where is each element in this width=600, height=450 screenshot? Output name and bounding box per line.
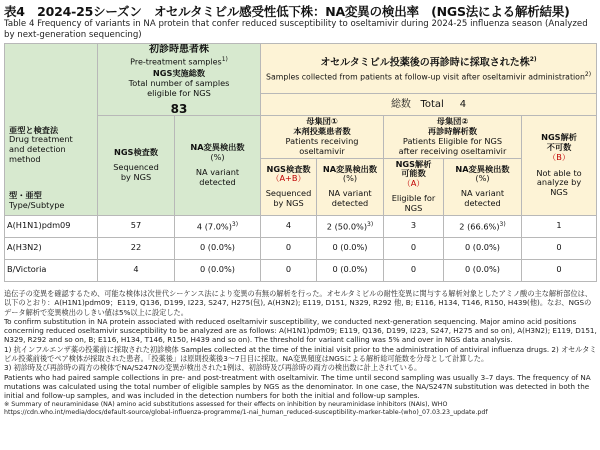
cell: 2 $(66.6\%)^{3)}$: [444, 215, 522, 237]
g1-ngs-col-header: NGS検査数 （A+B） Sequenced by NGS: [261, 158, 317, 215]
cell: 0: [261, 259, 317, 281]
note-en-1: To confirm substitution in NA protein associated with reduced oseltamivir susceptibility, we conducted next-generation sequencing. Major amino acid positions concerning reduced oseltamivir susceptibility to be analyzed are as follows: A(H1N1)pdm09; E119, Q136, D199, I223, S247, H275 and so on), A(H3N2); E119, D151, N329, R292 and so on, B; E116, H134, T146, R150, H439 and so on). The threshold for variant calling was 5% and over in NGS data analysis.: [4, 316, 597, 345]
not-analyzable-header: NGS解析 不可数 （B） Not able to analyze by NGS: [522, 116, 597, 215]
cell: 0: [384, 259, 444, 281]
cell: 3: [384, 215, 444, 237]
pretreatment-total: 83: [170, 101, 188, 116]
cell: 0 (0.0%): [444, 259, 522, 281]
note-2: 1) 抗インフルエンザ薬の投薬前に採取された初診検体 Samples collected at the time of the initial visit prior to the administration of antiviral influenza drugs. 2) オセルタミビル投薬前後でペア検体が採取された患者。「投薬後」は原則投薬後3〜7日目に採取。NA変異頻度はNGSによる解析総可能数を分母として計算した。: [4, 344, 597, 364]
type-label-en: Type/Subtype: [9, 199, 65, 210]
pre-variant-col-header: NA変異検出数 (%) NA variant detected: [175, 116, 261, 215]
method-label-en3: method: [9, 154, 41, 165]
note-url: https://cdn.who.int/media/docs/default-source/global-influenza-programme/1-nai_human_reduced-susceptibility-marker-table-(who)_07.03.23_update.pdf: [4, 408, 488, 416]
results-table: [4, 43, 597, 282]
g2-variant-col-header: NA変異検出数 (%) NA variant detected: [444, 158, 522, 215]
method-header-cell: [5, 44, 98, 216]
cell: 0 (0.0%): [444, 237, 522, 259]
followup-total: 総数 Total 4: [261, 93, 597, 116]
cell: 0 (0.0%): [175, 259, 261, 281]
note-en-3: Patients who had paired sample collections in pre- and post-treatment with oseltamivir. The time until second sampling was usually 3–7 days. The frequency of NA mutations was calculated using the total number of eligible samples by NGS as the denominator. In one case, the NA/S247N substitution was detected in both the initial and follow-up samples, and was included in the detection numbers for both the initial and follow-up samples.: [4, 372, 591, 401]
cell: 2 $(50.0\%)^{3)}$: [317, 215, 384, 237]
g2-eligible-col-header: NGS解析 可能数 （A） Eligible for NGS: [384, 158, 444, 215]
cell: 0: [522, 259, 597, 281]
cell: 57: [98, 215, 175, 237]
cell: 0: [384, 237, 444, 259]
cell: 0 (0.0%): [317, 237, 384, 259]
row-label: A(H1N1)pdm09: [5, 215, 98, 237]
method-label-en1: Drug treatment: [9, 134, 73, 145]
cell: 4 $(7.0\%)^{3)}$: [175, 215, 261, 237]
row-label: A(H3N2): [5, 237, 98, 259]
method-label-en2: and detection: [9, 144, 66, 155]
cell: 0 (0.0%): [317, 259, 384, 281]
g1-variant-col-header: NA変異検出数 (%) NA variant detected: [317, 158, 384, 215]
group2-header: 母集団② 再診時解析数 Patients Eligible for NGS after receiving oseltamivir: [384, 116, 522, 158]
table-title: 表4 2024-25シーズン オセルタミビル感受性低下株：NA変異の検出率 (NGS法による解析結果): [4, 4, 570, 19]
cell: 0: [522, 237, 597, 259]
note-summary: ※ Summary of neuraminidase (NA) amino acid substitutions assessed for their effects on inhibition by neuraminidase inhibitors (NAIs), WHO: [4, 400, 448, 408]
pretreatment-header: 初診時患者株 Pre-treatment samples$^{1)}$ NGS実施総数 Total number of samples eligible for NGS 83: [98, 44, 261, 116]
cell: 0 (0.0%): [175, 237, 261, 259]
group1-header: 母集団① 本剤投薬患者数 Patients receiving oseltamivir: [261, 116, 384, 158]
cell: 4: [98, 259, 175, 281]
pre-ngs-col-header: NGS検査数 Sequenced by NGS: [98, 116, 175, 215]
note-3: 3) 初診時及び再診時の両方の検体でNA/S247Nの変異が検出された1例は、初診時及び再診時の両方の検出数に計上されている。: [4, 363, 422, 373]
cell: 4: [261, 215, 317, 237]
cell: 22: [98, 237, 175, 259]
table-caption: Table 4 Frequency of variants in NA protein that confer reduced susceptibility to oseltamivir during 2024-25 influenza season (Analyzed by next-generation sequencing): [4, 19, 588, 40]
cell: 0: [261, 237, 317, 259]
cell: 1: [522, 215, 597, 237]
followup-header: オセルタミビル投薬後の再診時に採取された株$^{2)}$ Samples collected from patients at follow-up visit after oseltamivir administration$^{2)}$: [261, 44, 597, 94]
type-label-jp: 型・亜型: [9, 190, 42, 201]
row-label: B/Victoria: [5, 259, 98, 281]
footnotes: [4, 289, 598, 417]
note-jp-1: 追伝子の変異を確認するため、可能な検体は次世代シーケンス法により変異の有無の解析を行った。オセルタミビルの耐性変異に関与する解析対象としたアミノ酸の主な解析部位は、以下のとおり：A(H1N1)pdm09；E119, Q136, D199, I223, S247, H275(包), A(H3N2); E119, D151, N329, R292 他, B; E116, H134, T146, R150, H439(他)。なお、NGSのデータ解析で変異検出のしきい値は5%以上に設定した。: [4, 289, 593, 317]
method-label-jp: 亜型と検査法: [9, 124, 59, 135]
